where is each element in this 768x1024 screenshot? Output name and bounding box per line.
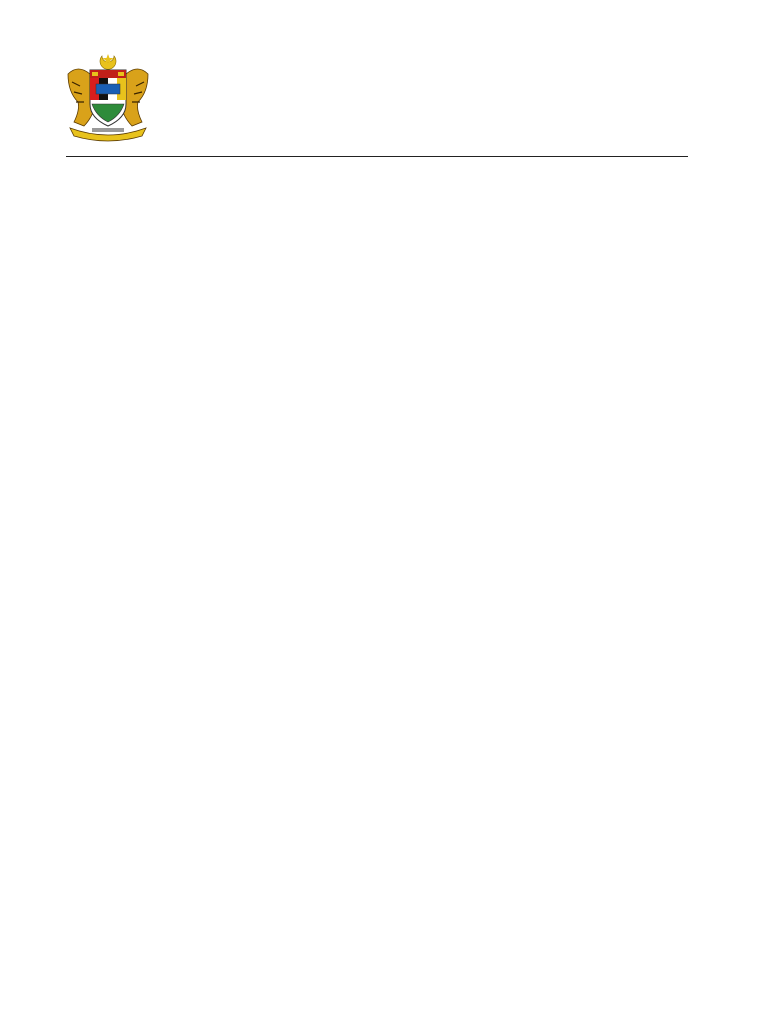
coat-of-arms-logo: [62, 52, 154, 144]
header-rule: [66, 156, 688, 157]
